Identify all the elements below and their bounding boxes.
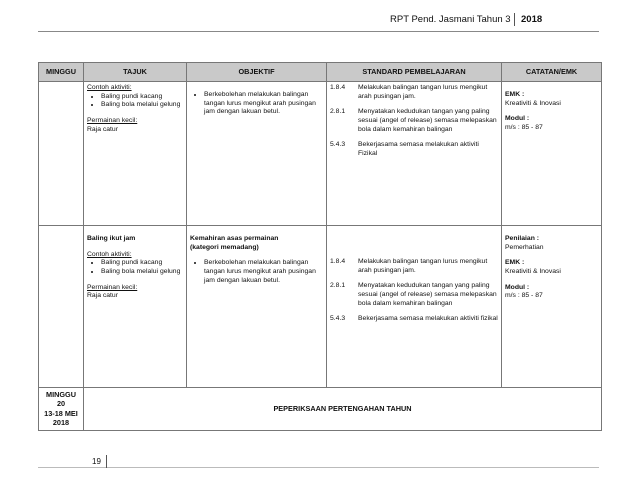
- tajuk-cell: [84, 226, 187, 388]
- objektif-title: Kemahiran asas permainan: [190, 235, 279, 242]
- modul-label: Modul :: [505, 283, 530, 291]
- table-header-row: [39, 63, 602, 82]
- list-item: • Berkebolehan melakukan balingan tangan lurus mengikut arah pusingan jam dengan lakuan betul.: [204, 91, 323, 117]
- contoh-label: Contoh aktiviti:: [87, 250, 132, 258]
- objektif-list: [190, 91, 323, 117]
- standard-text: Menyatakan kedudukan tangan yang paling sesuai (angel of release) semasa melepaskan bola dalam kemahiran balingan: [358, 108, 497, 133]
- standard-item: [330, 315, 498, 324]
- activity-list: [87, 259, 183, 276]
- table-row: [39, 82, 602, 226]
- col-minggu: MINGGU: [39, 63, 84, 82]
- emk-value: Kreativiti & Inovasi: [505, 99, 561, 107]
- table-row: [39, 388, 602, 431]
- standard-code: 2.8.1: [330, 108, 346, 116]
- emk-value: Kreativiti & Inovasi: [505, 268, 561, 276]
- standard-text: Menyatakan kedudukan tangan yang paling sesuai (angel of release) semasa melepaskan bola dalam kemahiran balingan: [358, 282, 497, 307]
- activity-list: [87, 93, 183, 110]
- contoh-label: Contoh aktiviti:: [87, 84, 132, 91]
- permainan-label: Permainan kecil:: [87, 283, 138, 291]
- col-tajuk: TAJUK: [84, 63, 187, 82]
- tajuk-cell: [84, 82, 187, 226]
- standard-cell: [327, 226, 502, 388]
- objektif-list: [190, 259, 323, 285]
- col-objektif: OBJEKTIF: [187, 63, 327, 82]
- standard-item: [330, 258, 498, 275]
- standard-code: 1.8.4: [330, 84, 346, 91]
- table-row: [39, 226, 602, 388]
- page-number: 19: [92, 457, 101, 466]
- list-item: • Baling bola melalui gelung: [101, 268, 183, 277]
- standard-item: [330, 108, 498, 134]
- standard-item: [330, 282, 498, 308]
- standard-cell: [327, 82, 502, 226]
- standard-text: Melakukan balingan tangan lurus mengikut arah pusingan jam.: [358, 84, 488, 100]
- standard-text: Bekerjasama semasa melakukan aktiviti Fizikal: [358, 141, 479, 158]
- objektif-subtitle: (kategori memadang): [190, 243, 259, 251]
- emk-label: EMK :: [505, 91, 525, 98]
- minggu-cell: [39, 388, 84, 431]
- list-item: • Berkebolehan melakukan balingan tangan lurus mengikut arah pusingan jam dengan lakuan betul.: [204, 259, 323, 285]
- tajuk-title: Baling ikut jam: [87, 235, 136, 242]
- penilaian-value: Pemerhatian: [505, 243, 544, 251]
- page-footer: [92, 457, 101, 466]
- catatan-cell: [502, 226, 602, 388]
- footer-rule: [38, 467, 599, 468]
- objektif-cell: [187, 226, 327, 388]
- header-rule: [38, 31, 599, 32]
- standard-code: 2.8.1: [330, 282, 346, 290]
- standard-code: 1.8.4: [330, 258, 346, 265]
- minggu-week: MINGGU 20: [46, 390, 76, 409]
- list-item: • Baling bola melalui gelung: [101, 101, 183, 110]
- minggu-cell: [39, 82, 84, 226]
- footer-divider: [106, 455, 107, 468]
- catatan-cell: [502, 82, 602, 226]
- peperiksaan-cell: PEPERIKSAAN PERTENGAHAN TAHUN: [84, 388, 602, 431]
- emk-label: EMK :: [505, 259, 525, 267]
- modul-label: Modul :: [505, 115, 530, 123]
- list-item: • Baling pundi kacang: [101, 259, 183, 268]
- rpt-table: [38, 62, 602, 431]
- permainan-label: Permainan kecil:: [87, 117, 138, 125]
- minggu-year: 2018: [52, 418, 70, 428]
- page-header: [390, 14, 543, 25]
- objektif-cell: [187, 82, 327, 226]
- permainan-value: Raja catur: [87, 125, 118, 133]
- modul-value: m/s : 85 - 87: [505, 124, 543, 132]
- standard-text: Melakukan balingan tangan lurus mengikut arah pusingan jam.: [358, 258, 488, 274]
- col-standard: STANDARD PEMBELAJARAN: [327, 63, 502, 82]
- standard-item: [330, 141, 498, 158]
- penilaian-label: Penilaian :: [505, 235, 539, 242]
- col-catatan: CATATAN/EMK: [502, 63, 602, 82]
- minggu-cell: [39, 226, 84, 388]
- modul-value: m/s : 85 - 87: [505, 292, 543, 300]
- minggu-dates: 13-18 MEI: [44, 408, 78, 418]
- list-item: • Baling pundi kacang: [101, 93, 183, 102]
- header-year: 2018: [521, 14, 543, 25]
- permainan-value: Raja catur: [87, 292, 118, 300]
- header-title: RPT Pend. Jasmani Tahun 3: [390, 14, 511, 25]
- standard-code: 5.4.3: [330, 315, 346, 323]
- standard-item: [330, 84, 498, 101]
- standard-code: 5.4.3: [330, 141, 346, 149]
- standard-text: Bekerjasama semasa melakukan aktiviti fizikal: [358, 315, 498, 323]
- header-divider: [514, 13, 515, 26]
